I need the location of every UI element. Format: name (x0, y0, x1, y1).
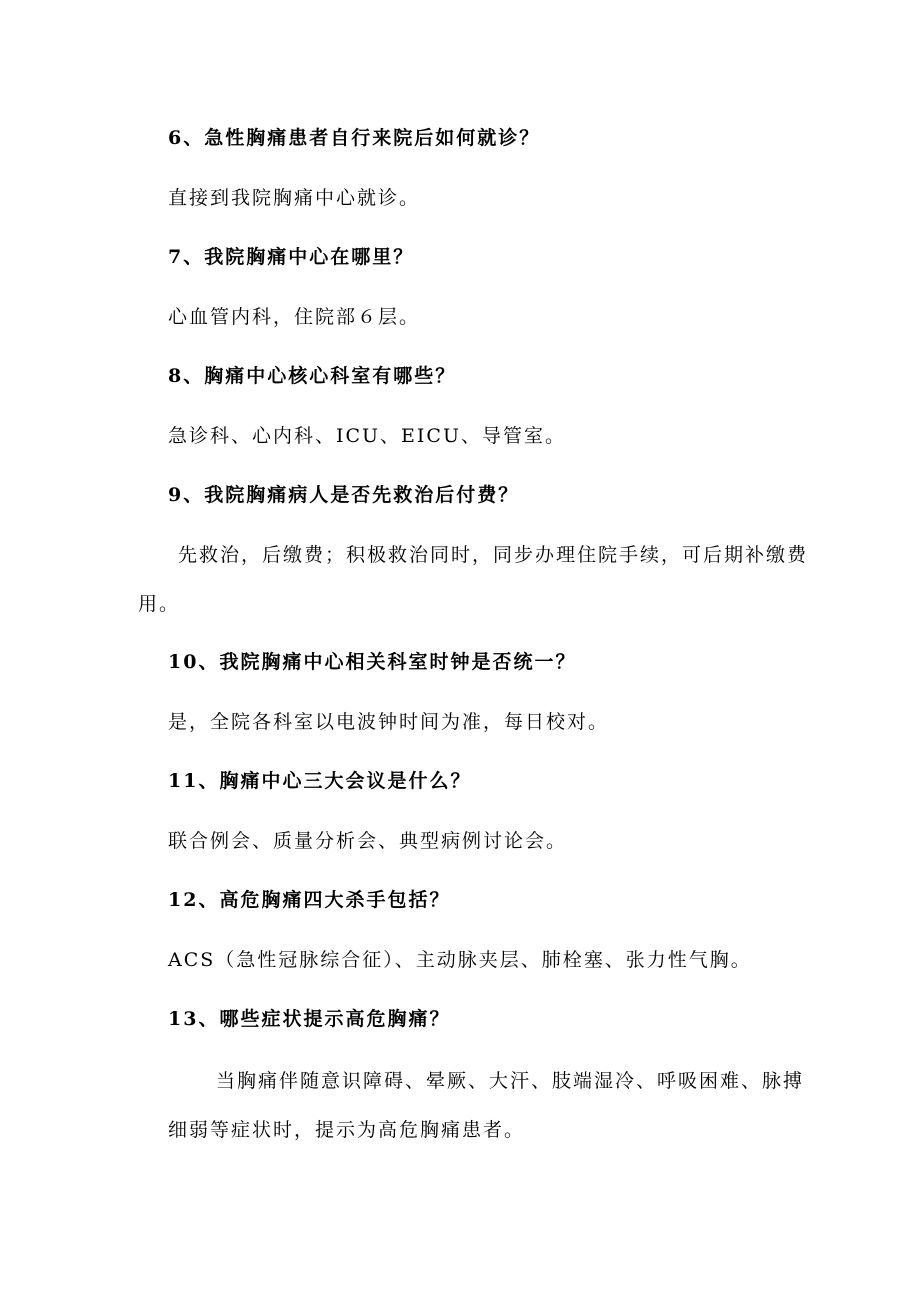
question-8: 8、胸痛中心核心科室有哪些？ (168, 365, 457, 387)
answer-8: 急诊科、心内科、ICU、EICU、导管室。 (168, 425, 566, 447)
answer-13-line-2: 细弱等症状时，提示为高危胸痛患者。 (168, 1119, 526, 1141)
answer-7: 心血管内科，住院部６层。 (168, 306, 421, 328)
question-13: 13、哪些症状提示高危胸痛？ (168, 1008, 451, 1030)
question-7: 7、我院胸痛中心在哪里？ (168, 246, 415, 268)
answer-11: 联合例会、质量分析会、典型病例讨论会。 (168, 830, 568, 852)
answer-13-line-1: 当胸痛伴随意识障碍、晕厥、大汗、肢端湿冷、呼吸困难、脉搏 (216, 1070, 805, 1092)
answer-9-line-1: 先救治，后缴费；积极救治同时，同步办理住院手续，可后期补缴费 (178, 544, 809, 566)
answer-6: 直接到我院胸痛中心就诊。 (168, 187, 421, 209)
question-6: 6、急性胸痛患者自行来院后如何就诊？ (168, 127, 541, 149)
question-10: 10、我院胸痛中心相关科室时钟是否统一？ (168, 651, 577, 673)
answer-12: ACS（急性冠脉综合征）、主动脉夹层、肺栓塞、张力性气胸。 (168, 949, 752, 971)
question-11: 11、胸痛中心三大会议是什么？ (168, 770, 472, 792)
question-12: 12、高危胸痛四大杀手包括？ (168, 889, 451, 911)
question-9: 9、我院胸痛病人是否先救治后付费？ (168, 484, 520, 506)
answer-9-line-2: 用。 (138, 593, 181, 615)
answer-10: 是，全院各科室以电波钟时间为准，每日校对。 (168, 711, 610, 733)
